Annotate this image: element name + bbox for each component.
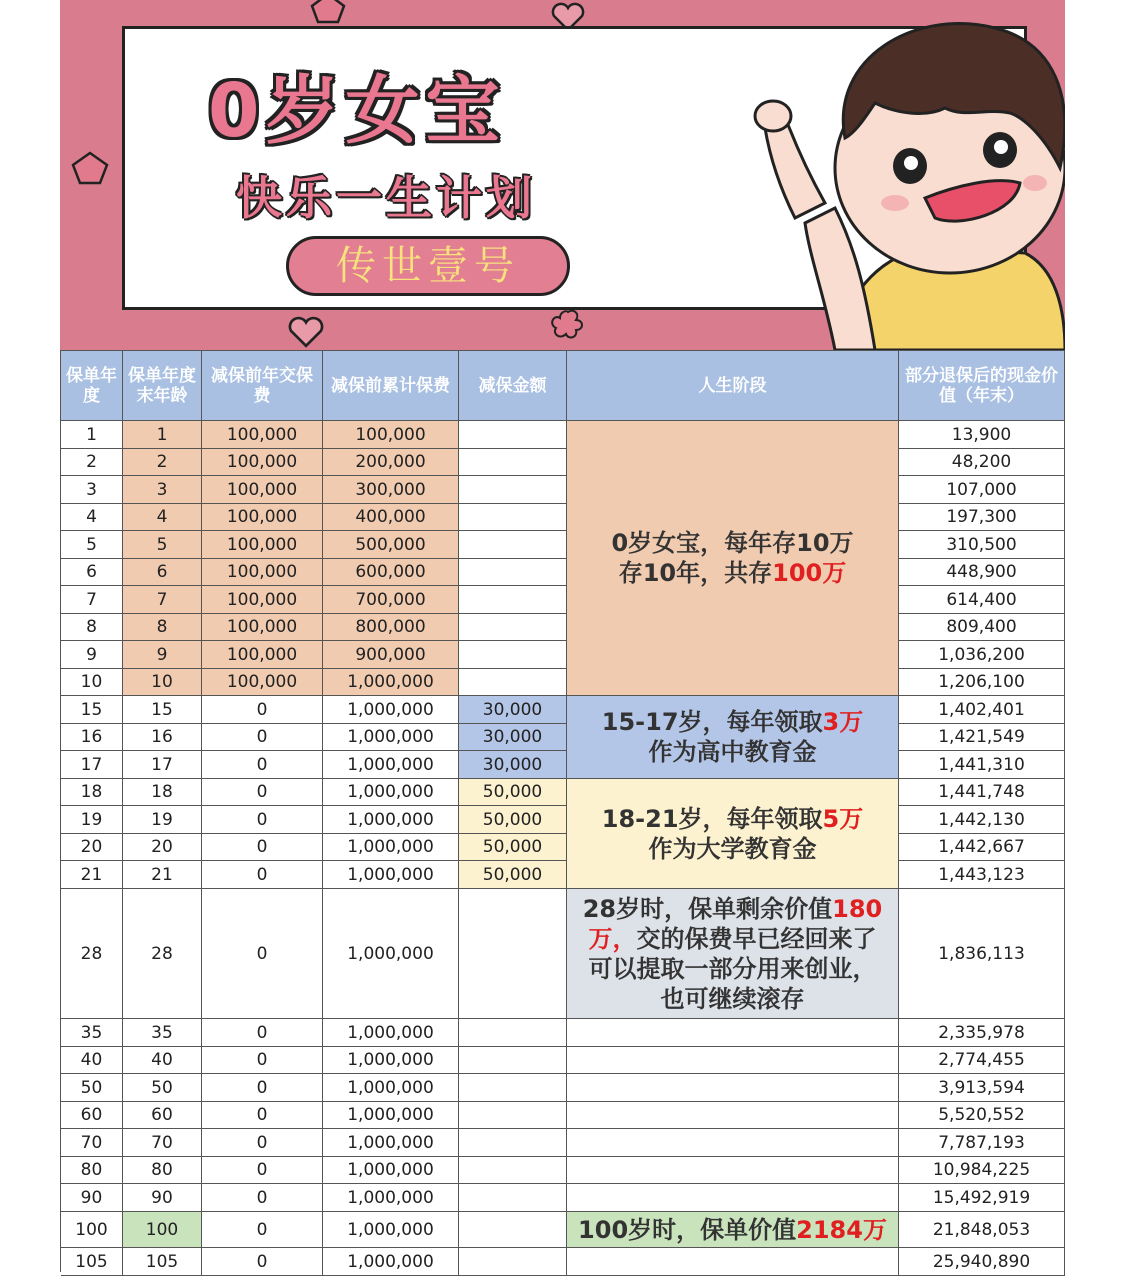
cell-policy-year: 6 bbox=[61, 559, 123, 586]
cell-reduction bbox=[459, 1102, 567, 1129]
pentagon-icon bbox=[70, 150, 110, 186]
cell-age: 7 bbox=[123, 586, 202, 614]
cell-reduction bbox=[459, 669, 567, 696]
cell-annual-premium: 100,000 bbox=[202, 421, 323, 449]
benefit-table bbox=[60, 350, 1065, 1272]
cell-cash-value: 809,400 bbox=[899, 614, 1065, 641]
cell-cash-value: 1,036,200 bbox=[899, 641, 1065, 669]
cell-reduction: 50,000 bbox=[459, 834, 567, 861]
cell-cumulative-premium: 1,000,000 bbox=[323, 1129, 459, 1157]
life-stage-text bbox=[583, 894, 883, 1014]
cell-cash-value: 1,443,123 bbox=[899, 861, 1065, 889]
cell-cash-value: 5,520,552 bbox=[899, 1102, 1065, 1129]
cell-annual-premium: 100,000 bbox=[202, 476, 323, 504]
cell-policy-year: 21 bbox=[61, 861, 123, 889]
cell-age: 90 bbox=[123, 1184, 202, 1212]
cell-reduction bbox=[459, 889, 567, 1019]
stage-text: 0岁女宝，每年存10万 bbox=[611, 529, 854, 557]
cell-cash-value: 1,206,100 bbox=[899, 669, 1065, 696]
cell-reduction bbox=[459, 614, 567, 641]
cell-annual-premium: 0 bbox=[202, 806, 323, 834]
cell-cumulative-premium: 1,000,000 bbox=[323, 1102, 459, 1129]
cell-cumulative-premium: 900,000 bbox=[323, 641, 459, 669]
cell-cash-value: 1,442,130 bbox=[899, 806, 1065, 834]
cell-age: 5 bbox=[123, 531, 202, 559]
cell-reduction bbox=[459, 1129, 567, 1157]
life-stage-note bbox=[567, 421, 899, 696]
cell-reduction bbox=[459, 531, 567, 559]
header-life-stage: 人生阶段 bbox=[567, 351, 899, 421]
cell-policy-year: 100 bbox=[61, 1212, 123, 1248]
cell-policy-year: 35 bbox=[61, 1019, 123, 1047]
cell-policy-year: 90 bbox=[61, 1184, 123, 1212]
cell-annual-premium: 0 bbox=[202, 834, 323, 861]
heart-icon bbox=[286, 316, 326, 348]
cell-age: 6 bbox=[123, 559, 202, 586]
cell-reduction bbox=[459, 641, 567, 669]
cell-age: 28 bbox=[123, 889, 202, 1019]
cell-cumulative-premium: 1,000,000 bbox=[323, 1248, 459, 1276]
cell-cash-value: 2,335,978 bbox=[899, 1019, 1065, 1047]
cell-annual-premium: 0 bbox=[202, 861, 323, 889]
banner-title: 0岁女宝 bbox=[208, 68, 506, 154]
cell-life-stage bbox=[567, 1047, 899, 1074]
cell-cash-value: 21,848,053 bbox=[899, 1212, 1065, 1248]
cell-age: 15 bbox=[123, 696, 202, 724]
cell-reduction bbox=[459, 449, 567, 476]
highlight-amount: 2184万 bbox=[796, 1215, 887, 1244]
cell-age: 35 bbox=[123, 1019, 202, 1047]
cell-cumulative-premium: 1,000,000 bbox=[323, 1212, 459, 1248]
cell-cumulative-premium: 1,000,000 bbox=[323, 861, 459, 889]
cell-annual-premium: 100,000 bbox=[202, 669, 323, 696]
cell-policy-year: 5 bbox=[61, 531, 123, 559]
cell-annual-premium: 0 bbox=[202, 1047, 323, 1074]
cell-policy-year: 4 bbox=[61, 504, 123, 531]
cell-policy-year: 16 bbox=[61, 724, 123, 751]
cell-annual-premium: 0 bbox=[202, 1074, 323, 1102]
life-stage-text bbox=[611, 528, 853, 588]
cell-cumulative-premium: 1,000,000 bbox=[323, 1074, 459, 1102]
header-policy-year: 保单年度 bbox=[61, 351, 123, 421]
cell-annual-premium: 100,000 bbox=[202, 641, 323, 669]
cell-cash-value: 310,500 bbox=[899, 531, 1065, 559]
cell-policy-year: 7 bbox=[61, 586, 123, 614]
life-stage-text bbox=[602, 707, 863, 767]
cell-cash-value: 15,492,919 bbox=[899, 1184, 1065, 1212]
cell-reduction bbox=[459, 504, 567, 531]
cell-cash-value: 3,913,594 bbox=[899, 1074, 1065, 1102]
cell-policy-year: 50 bbox=[61, 1074, 123, 1102]
cell-annual-premium: 0 bbox=[202, 751, 323, 779]
cell-reduction bbox=[459, 1019, 567, 1047]
cell-age: 60 bbox=[123, 1102, 202, 1129]
banner bbox=[60, 0, 1065, 350]
cell-age: 10 bbox=[123, 669, 202, 696]
header-reduction: 减保金额 bbox=[459, 351, 567, 421]
cell-cash-value: 107,000 bbox=[899, 476, 1065, 504]
cell-cumulative-premium: 200,000 bbox=[323, 449, 459, 476]
life-stage-note bbox=[567, 696, 899, 779]
pentagon-icon bbox=[310, 0, 346, 26]
cell-cumulative-premium: 1,000,000 bbox=[323, 779, 459, 806]
cell-annual-premium: 0 bbox=[202, 1019, 323, 1047]
cell-life-stage bbox=[567, 1184, 899, 1212]
cell-cumulative-premium: 1,000,000 bbox=[323, 1157, 459, 1184]
header-age: 保单年度末年龄 bbox=[123, 351, 202, 421]
life-stage-text bbox=[578, 1215, 887, 1245]
cell-policy-year: 17 bbox=[61, 751, 123, 779]
cell-policy-year: 8 bbox=[61, 614, 123, 641]
cell-reduction bbox=[459, 1047, 567, 1074]
cell-cumulative-premium: 1,000,000 bbox=[323, 1047, 459, 1074]
cell-annual-premium: 100,000 bbox=[202, 531, 323, 559]
cell-age: 17 bbox=[123, 751, 202, 779]
life-stage-text bbox=[602, 804, 863, 864]
cell-life-stage bbox=[567, 1019, 899, 1047]
cell-cumulative-premium: 1,000,000 bbox=[323, 1019, 459, 1047]
highlight-amount: 5万 bbox=[822, 804, 864, 833]
stage-text: 交的保费早已经回来了 可以提取一部分用来创业， 也可继续滚存 bbox=[588, 924, 877, 1013]
cell-policy-year: 19 bbox=[61, 806, 123, 834]
cell-annual-premium: 0 bbox=[202, 1157, 323, 1184]
cell-annual-premium: 0 bbox=[202, 1212, 323, 1248]
cell-age: 50 bbox=[123, 1074, 202, 1102]
cell-cash-value: 13,900 bbox=[899, 421, 1065, 449]
cell-age: 105 bbox=[123, 1248, 202, 1276]
cell-cash-value: 1,442,667 bbox=[899, 834, 1065, 861]
stage-text: 15-17岁，每年领取 bbox=[601, 708, 823, 736]
cell-reduction: 50,000 bbox=[459, 806, 567, 834]
life-stage-note bbox=[567, 889, 899, 1019]
cell-life-stage bbox=[567, 1157, 899, 1184]
cell-cash-value: 614,400 bbox=[899, 586, 1065, 614]
cell-cumulative-premium: 700,000 bbox=[323, 586, 459, 614]
cell-cumulative-premium: 1,000,000 bbox=[323, 806, 459, 834]
cell-reduction bbox=[459, 1184, 567, 1212]
cell-age: 20 bbox=[123, 834, 202, 861]
product-name-badge: 传世壹号 bbox=[286, 236, 570, 296]
cell-annual-premium: 100,000 bbox=[202, 586, 323, 614]
cell-policy-year: 28 bbox=[61, 889, 123, 1019]
cell-cash-value: 25,940,890 bbox=[899, 1248, 1065, 1276]
cell-annual-premium: 0 bbox=[202, 724, 323, 751]
cell-policy-year: 80 bbox=[61, 1157, 123, 1184]
cell-reduction: 30,000 bbox=[459, 751, 567, 779]
cell-policy-year: 1 bbox=[61, 421, 123, 449]
cell-reduction: 30,000 bbox=[459, 696, 567, 724]
cell-cash-value: 1,402,401 bbox=[899, 696, 1065, 724]
cell-policy-year: 105 bbox=[61, 1248, 123, 1276]
highlight-amount: 180 万， bbox=[588, 894, 883, 953]
cell-cumulative-premium: 1,000,000 bbox=[323, 669, 459, 696]
cell-age: 3 bbox=[123, 476, 202, 504]
cartoon-kid-illustration bbox=[725, 18, 1065, 350]
cell-reduction: 30,000 bbox=[459, 724, 567, 751]
cell-age: 80 bbox=[123, 1157, 202, 1184]
cell-cumulative-premium: 1,000,000 bbox=[323, 751, 459, 779]
cell-age: 100 bbox=[123, 1212, 202, 1248]
cell-age: 9 bbox=[123, 641, 202, 669]
cell-annual-premium: 0 bbox=[202, 889, 323, 1019]
cell-annual-premium: 100,000 bbox=[202, 504, 323, 531]
cell-life-stage bbox=[567, 1248, 899, 1276]
cell-cumulative-premium: 1,000,000 bbox=[323, 889, 459, 1019]
cell-policy-year: 9 bbox=[61, 641, 123, 669]
stage-text: 作为高中教育金 bbox=[648, 738, 817, 766]
cell-policy-year: 70 bbox=[61, 1129, 123, 1157]
cell-reduction bbox=[459, 476, 567, 504]
cell-policy-year: 10 bbox=[61, 669, 123, 696]
cell-policy-year: 3 bbox=[61, 476, 123, 504]
cell-life-stage bbox=[567, 1102, 899, 1129]
cell-cumulative-premium: 1,000,000 bbox=[323, 834, 459, 861]
cell-annual-premium: 0 bbox=[202, 696, 323, 724]
cell-annual-premium: 0 bbox=[202, 1102, 323, 1129]
header-annual-premium: 减保前年交保费 bbox=[202, 351, 323, 421]
cell-cash-value: 1,441,748 bbox=[899, 779, 1065, 806]
flower-icon bbox=[548, 308, 588, 342]
cell-cash-value: 1,441,310 bbox=[899, 751, 1065, 779]
cell-reduction bbox=[459, 1157, 567, 1184]
cell-cumulative-premium: 300,000 bbox=[323, 476, 459, 504]
cell-annual-premium: 0 bbox=[202, 1184, 323, 1212]
stage-text: 28岁时，保单剩余价值 bbox=[582, 894, 833, 923]
cell-reduction bbox=[459, 1074, 567, 1102]
banner-subtitle: 快乐一生计划 bbox=[236, 171, 536, 225]
cell-policy-year: 40 bbox=[61, 1047, 123, 1074]
cell-life-stage bbox=[567, 1074, 899, 1102]
cell-age: 40 bbox=[123, 1047, 202, 1074]
cell-reduction: 50,000 bbox=[459, 779, 567, 806]
cell-cumulative-premium: 1,000,000 bbox=[323, 1184, 459, 1212]
cell-cumulative-premium: 400,000 bbox=[323, 504, 459, 531]
cell-life-stage bbox=[567, 1129, 899, 1157]
cell-cash-value: 1,836,113 bbox=[899, 889, 1065, 1019]
cell-cumulative-premium: 800,000 bbox=[323, 614, 459, 641]
page-sheet bbox=[60, 0, 1065, 1280]
cell-cash-value: 7,787,193 bbox=[899, 1129, 1065, 1157]
cell-age: 21 bbox=[123, 861, 202, 889]
cell-age: 18 bbox=[123, 779, 202, 806]
stage-text: 作为大学教育金 bbox=[648, 834, 817, 863]
cell-reduction bbox=[459, 1248, 567, 1276]
cell-age: 70 bbox=[123, 1129, 202, 1157]
cell-age: 2 bbox=[123, 449, 202, 476]
cell-annual-premium: 0 bbox=[202, 779, 323, 806]
cell-policy-year: 20 bbox=[61, 834, 123, 861]
cell-cash-value: 197,300 bbox=[899, 504, 1065, 531]
stage-text: 18-21岁，每年领取 bbox=[601, 804, 823, 833]
cell-cumulative-premium: 1,000,000 bbox=[323, 696, 459, 724]
stage-text: 存10年，共存 bbox=[618, 559, 773, 587]
cell-annual-premium: 100,000 bbox=[202, 559, 323, 586]
header-cumulative-premium: 减保前累计保费 bbox=[323, 351, 459, 421]
cell-cumulative-premium: 1,000,000 bbox=[323, 724, 459, 751]
cell-cash-value: 10,984,225 bbox=[899, 1157, 1065, 1184]
cell-age: 16 bbox=[123, 724, 202, 751]
cell-annual-premium: 0 bbox=[202, 1248, 323, 1276]
cell-reduction bbox=[459, 586, 567, 614]
life-stage-note bbox=[567, 1212, 899, 1248]
cell-cash-value: 48,200 bbox=[899, 449, 1065, 476]
cell-age: 8 bbox=[123, 614, 202, 641]
cell-reduction bbox=[459, 421, 567, 449]
cell-age: 1 bbox=[123, 421, 202, 449]
highlight-amount: 100万 bbox=[772, 559, 847, 587]
stage-text: 100岁时，保单价值 bbox=[578, 1215, 797, 1244]
cell-reduction bbox=[459, 1212, 567, 1248]
cell-cash-value: 2,774,455 bbox=[899, 1047, 1065, 1074]
life-stage-note bbox=[567, 779, 899, 889]
header-cash-value: 部分退保后的现金价值（年末） bbox=[899, 351, 1065, 421]
cell-annual-premium: 100,000 bbox=[202, 614, 323, 641]
cell-annual-premium: 0 bbox=[202, 1129, 323, 1157]
cell-policy-year: 18 bbox=[61, 779, 123, 806]
highlight-amount: 3万 bbox=[822, 708, 864, 736]
cell-annual-premium: 100,000 bbox=[202, 449, 323, 476]
cell-cumulative-premium: 600,000 bbox=[323, 559, 459, 586]
cell-reduction bbox=[459, 559, 567, 586]
cell-cumulative-premium: 100,000 bbox=[323, 421, 459, 449]
cell-cash-value: 448,900 bbox=[899, 559, 1065, 586]
cell-age: 19 bbox=[123, 806, 202, 834]
cell-policy-year: 60 bbox=[61, 1102, 123, 1129]
cell-policy-year: 15 bbox=[61, 696, 123, 724]
cell-age: 4 bbox=[123, 504, 202, 531]
cell-policy-year: 2 bbox=[61, 449, 123, 476]
cell-reduction: 50,000 bbox=[459, 861, 567, 889]
cell-cash-value: 1,421,549 bbox=[899, 724, 1065, 751]
cell-cumulative-premium: 500,000 bbox=[323, 531, 459, 559]
